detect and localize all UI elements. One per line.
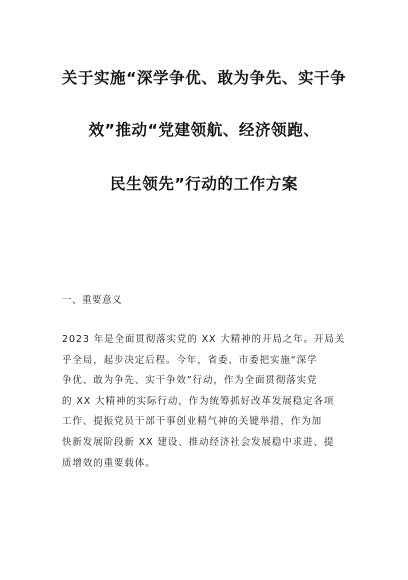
document-title-line-1: 关于实施“深学争优、敢为争先、实干争 <box>61 69 347 87</box>
body-line: 的 XX 大精神的实际行动，作为统筹抓好改革发展稳定各项 <box>62 395 335 407</box>
body-paragraph <box>62 330 352 474</box>
body-line: 争优、敢为争先、实干争效”行动，作为全面贯彻落实党 <box>62 375 318 387</box>
body-line: 工作、提振党员干部干事创业精气神的关键举措，作为加 <box>62 416 323 428</box>
body-line: 乎全局，起步决定后程。今年，省委、市委把实施“深学 <box>62 354 318 366</box>
document-title-line-3: 民生领先”行动的工作方案 <box>110 175 298 193</box>
body-line: 2023 年是全面贯彻落实党的 XX 大精神的开局之年。开局关 <box>62 334 346 345</box>
section-heading: 一、重要意义 <box>62 295 123 306</box>
body-line: 质增效的重要载体。 <box>62 457 156 469</box>
document-title-line-2: 效”推动“党建领航、经济领跑、 <box>88 121 320 139</box>
body-line: 快新发展阶段新 XX 建设、推动经济社会发展稳中求进、提 <box>62 436 335 448</box>
